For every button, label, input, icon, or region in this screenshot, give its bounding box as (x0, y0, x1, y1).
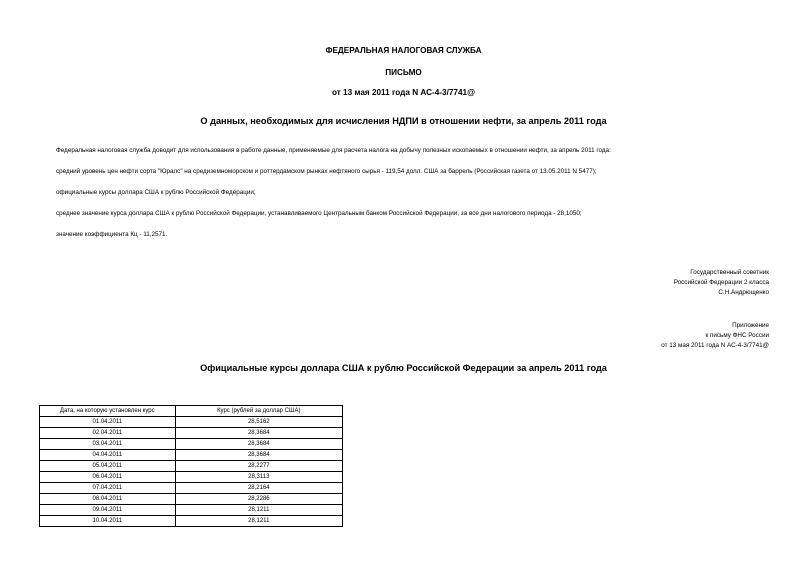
table-row (40, 461, 343, 472)
date-cell: 08.04.2011 (40, 494, 176, 505)
signature-block (529, 268, 769, 298)
table-row (40, 417, 343, 428)
table-header-row (40, 406, 343, 417)
table-row (40, 516, 343, 527)
body-paragraph-4: среднее значение курса доллара США к рублю Российской Федерации, устанавливаемого Центральным банком Российской Федерации, за все дни налогового периода - 28,1050; (56, 210, 582, 217)
date-cell: 06.04.2011 (40, 472, 176, 483)
date-cell: 09.04.2011 (40, 505, 176, 516)
body-paragraph-2: средний уровень цен нефти сорта "Юралс" на средиземноморском и роттердамском рынках нефтяного сырья - 119,54 долл. США за баррель (Российская газета от 13.05.2011 N 5477); (56, 168, 597, 175)
rate-cell: 28,5162 (175, 417, 342, 428)
rate-cell: 28,3113 (175, 472, 342, 483)
appendix-line-2: к письму ФНС России (705, 332, 769, 339)
column-header-rate: Курс (рублей за доллар США) (175, 406, 342, 417)
signature-line-2: Российской Федерации 2 класса (673, 279, 769, 286)
body-paragraph-3: официальные курсы доллара США к рублю Российской Федерации; (56, 189, 256, 196)
date-cell: 02.04.2011 (40, 428, 176, 439)
exchange-rate-table (39, 405, 343, 527)
date-cell: 03.04.2011 (40, 439, 176, 450)
document-subject: О данных, необходимых для исчисления НДПИ в отношении нефти, за апрель 2011 года (200, 116, 607, 126)
signature-line-1: Государственный советник (690, 269, 769, 276)
appendix-title: Официальные курсы доллара США к рублю Российской Федерации за апрель 2011 года (200, 363, 607, 373)
rate-cell: 28,3684 (175, 450, 342, 461)
rate-cell: 28,3684 (175, 439, 342, 450)
signature-line-3: С.Н.Андрющенко (718, 289, 769, 296)
table-row (40, 505, 343, 516)
table-row (40, 428, 343, 439)
document-type: ПИСЬМО (385, 68, 422, 77)
rate-cell: 28,1211 (175, 505, 342, 516)
table-row (40, 439, 343, 450)
table-row (40, 472, 343, 483)
body-paragraph-1: Федеральная налоговая служба доводит для использования в работе данные, применяемые для расчета налога на добычу полезных ископаемых в отношении нефти, за апрель 2011 года: (56, 147, 611, 154)
rate-cell: 28,3684 (175, 428, 342, 439)
column-header-date: Дата, на которую установлен курс (40, 406, 176, 417)
appendix-block (529, 321, 769, 351)
appendix-line-1: Приложение (732, 322, 769, 329)
rate-cell: 28,2286 (175, 494, 342, 505)
table-row (40, 450, 343, 461)
date-cell: 04.04.2011 (40, 450, 176, 461)
body-paragraph-5: значение коэффициента Кц - 11,2571. (56, 231, 168, 238)
date-cell: 01.04.2011 (40, 417, 176, 428)
appendix-line-3: от 13 мая 2011 года N АС-4-3/7741@ (661, 342, 769, 349)
rate-cell: 28,2277 (175, 461, 342, 472)
date-cell: 07.04.2011 (40, 483, 176, 494)
document-reference: от 13 мая 2011 года N АС-4-3/7741@ (331, 88, 476, 97)
date-cell: 10.04.2011 (40, 516, 176, 527)
date-cell: 05.04.2011 (40, 461, 176, 472)
table-row (40, 494, 343, 505)
rate-cell: 28,1211 (175, 516, 342, 527)
table-row (40, 483, 343, 494)
rate-cell: 28,2164 (175, 483, 342, 494)
agency-title: ФЕДЕРАЛЬНАЯ НАЛОГОВАЯ СЛУЖБА (325, 46, 482, 55)
